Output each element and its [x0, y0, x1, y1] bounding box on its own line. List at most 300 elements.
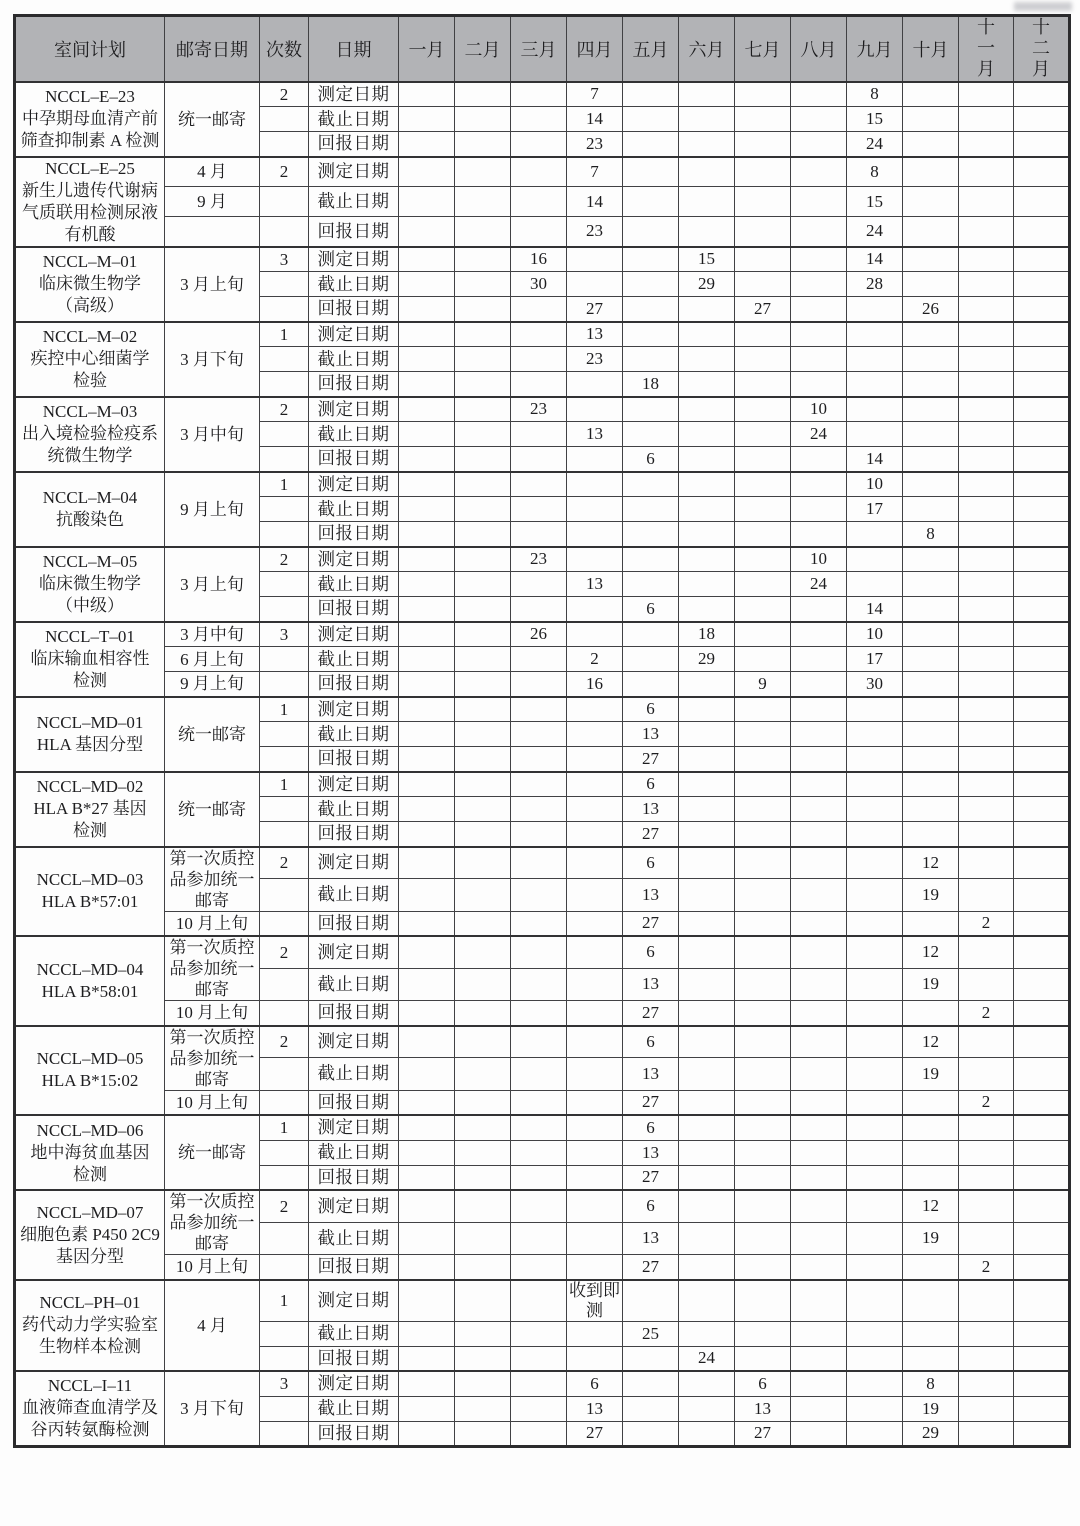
month-cell: [1014, 547, 1070, 572]
month-cell: [567, 622, 623, 647]
month-cell: [847, 1090, 903, 1115]
month-cell: 15: [847, 107, 903, 132]
month-cell: 27: [567, 1421, 623, 1446]
times-cell: [260, 1140, 309, 1165]
month-cell: 24: [791, 572, 847, 597]
month-cell: [735, 132, 791, 157]
month-cell: [567, 597, 623, 622]
month-cell: 14: [567, 107, 623, 132]
table-row: [15, 247, 1070, 272]
month-cell: [455, 1346, 511, 1371]
table-row: [15, 547, 1070, 572]
table-header: [15, 16, 1070, 82]
month-cell: [903, 217, 959, 247]
header-month-1: 一月: [399, 16, 455, 82]
table-row: [15, 1255, 1070, 1280]
month-cell: [623, 1421, 679, 1446]
month-cell: [959, 747, 1014, 772]
header-month-4: 四月: [567, 16, 623, 82]
month-cell: [455, 347, 511, 372]
month-cell: [679, 572, 735, 597]
times-cell: [260, 968, 309, 1000]
month-cell: [735, 911, 791, 936]
month-cell: 17: [847, 497, 903, 522]
month-cell: 6: [623, 697, 679, 722]
plan-cell: [15, 936, 165, 1026]
plan-code: NCCL–MD–04: [36, 959, 144, 979]
month-cell: [959, 547, 1014, 572]
month-cell: [1014, 447, 1070, 472]
month-cell: [455, 797, 511, 822]
table-row: [15, 1371, 1070, 1396]
month-cell: [959, 187, 1014, 217]
date-type-cell: 测定日期: [309, 472, 399, 497]
month-cell: [735, 1346, 791, 1371]
month-cell: [735, 572, 791, 597]
month-cell: [959, 597, 1014, 622]
plan-name-line: 出入境检验检疫系: [22, 424, 158, 443]
month-cell: 29: [679, 272, 735, 297]
month-cell: [903, 157, 959, 187]
month-cell: [1014, 347, 1070, 372]
month-cell: 8: [847, 82, 903, 107]
month-cell: [903, 132, 959, 157]
month-cell: [735, 347, 791, 372]
times-cell: [260, 879, 309, 911]
date-type-cell: 测定日期: [309, 1026, 399, 1058]
month-cell: 13: [567, 322, 623, 347]
month-cell: [959, 522, 1014, 547]
month-cell: [1014, 1222, 1070, 1254]
month-cell: [399, 82, 455, 107]
month-cell: [511, 1255, 567, 1280]
date-type-cell: 回报日期: [309, 217, 399, 247]
month-cell: [567, 911, 623, 936]
month-cell: 27: [735, 1421, 791, 1446]
month-cell: [735, 1280, 791, 1322]
plan-name-line: 检测: [73, 821, 107, 840]
month-cell: [959, 107, 1014, 132]
plan-code: NCCL–M–05: [42, 552, 138, 571]
plan-name-line: HLA B*15:02: [41, 1071, 139, 1091]
month-cell: [511, 217, 567, 247]
month-cell: 6: [623, 597, 679, 622]
month-cell: 10: [847, 472, 903, 497]
month-cell: [903, 622, 959, 647]
month-cell: [511, 82, 567, 107]
month-cell: [399, 247, 455, 272]
month-cell: 19: [903, 1396, 959, 1421]
month-cell: [455, 107, 511, 132]
month-cell: [791, 879, 847, 911]
plan-name-line: 临床输血相容性: [30, 649, 150, 668]
month-cell: [1014, 697, 1070, 722]
month-cell: [399, 1321, 455, 1346]
month-cell: [791, 247, 847, 272]
month-cell: [903, 822, 959, 847]
month-cell: [959, 297, 1014, 322]
date-type-cell: 测定日期: [309, 772, 399, 797]
month-cell: [959, 1026, 1014, 1058]
plan-name-line: 疾控中心细菌学: [30, 349, 150, 368]
month-cell: [735, 1165, 791, 1190]
month-cell: [679, 1222, 735, 1254]
mail-date-cell: 9 月: [165, 187, 260, 217]
month-cell: 13: [567, 422, 623, 447]
month-cell: [679, 1165, 735, 1190]
month-cell: 30: [511, 272, 567, 297]
date-type-cell: 回报日期: [309, 822, 399, 847]
month-cell: [847, 1165, 903, 1190]
mail-date-cell: 统一邮寄: [165, 772, 260, 847]
month-cell: [399, 1165, 455, 1190]
month-cell: [847, 347, 903, 372]
month-cell: 27: [623, 1001, 679, 1026]
month-cell: [847, 1421, 903, 1446]
month-cell: [1014, 797, 1070, 822]
month-cell: [735, 397, 791, 422]
month-cell: [399, 297, 455, 322]
month-cell: [1014, 1190, 1070, 1222]
month-cell: [847, 847, 903, 879]
month-cell: [399, 1001, 455, 1026]
month-cell: [903, 1255, 959, 1280]
times-cell: [260, 797, 309, 822]
date-type-cell: 回报日期: [309, 297, 399, 322]
table-row: [15, 936, 1070, 968]
date-type-cell: 截止日期: [309, 968, 399, 1000]
month-cell: [791, 187, 847, 217]
month-cell: [623, 107, 679, 132]
month-cell: [903, 547, 959, 572]
month-cell: [959, 472, 1014, 497]
month-cell: [455, 372, 511, 397]
month-cell: [567, 797, 623, 822]
month-cell: [735, 597, 791, 622]
times-cell: [260, 822, 309, 847]
month-cell: [679, 132, 735, 157]
month-cell: 13: [623, 1222, 679, 1254]
date-type-cell: 回报日期: [309, 1090, 399, 1115]
table-row: [15, 1001, 1070, 1026]
month-cell: [903, 397, 959, 422]
month-cell: 10: [791, 397, 847, 422]
month-cell: 2: [959, 1090, 1014, 1115]
month-cell: [791, 622, 847, 647]
month-cell: 14: [847, 597, 903, 622]
month-cell: [903, 1001, 959, 1026]
proficiency-schedule-table: [13, 14, 1071, 1448]
table-row: [15, 472, 1070, 497]
month-cell: 6: [623, 1115, 679, 1140]
times-cell: [260, 107, 309, 132]
month-cell: 16: [567, 672, 623, 697]
month-cell: [959, 572, 1014, 597]
month-cell: [623, 217, 679, 247]
month-cell: [511, 1190, 567, 1222]
month-cell: [735, 797, 791, 822]
mail-date-cell: 3 月中旬: [165, 622, 260, 647]
mail-date-cell: 10 月上旬: [165, 1255, 260, 1280]
month-cell: [623, 272, 679, 297]
month-cell: [847, 397, 903, 422]
month-cell: [847, 1140, 903, 1165]
month-cell: [903, 572, 959, 597]
month-cell: [735, 1321, 791, 1346]
times-cell: [260, 1001, 309, 1026]
month-cell: [399, 347, 455, 372]
month-cell: [455, 247, 511, 272]
month-cell: [735, 747, 791, 772]
times-cell: 3: [260, 1371, 309, 1396]
month-cell: [959, 272, 1014, 297]
month-cell: [1014, 879, 1070, 911]
month-cell: 27: [623, 822, 679, 847]
month-cell: [399, 1280, 455, 1322]
month-cell: 10: [847, 622, 903, 647]
month-cell: [399, 1255, 455, 1280]
times-cell: [260, 1346, 309, 1371]
month-cell: 9: [735, 672, 791, 697]
month-cell: [1014, 1321, 1070, 1346]
times-cell: 2: [260, 82, 309, 107]
month-cell: [959, 968, 1014, 1000]
month-cell: [511, 1371, 567, 1396]
month-cell: [679, 1321, 735, 1346]
month-cell: 6: [623, 447, 679, 472]
mail-date-cell: 10 月上旬: [165, 911, 260, 936]
month-cell: [511, 1165, 567, 1190]
month-cell: [399, 1115, 455, 1140]
month-cell: [959, 82, 1014, 107]
plan-code: NCCL–T–01: [45, 627, 135, 646]
month-cell: [399, 672, 455, 697]
times-cell: [260, 1421, 309, 1446]
month-cell: 12: [903, 936, 959, 968]
month-cell: [455, 936, 511, 968]
month-cell: [1014, 968, 1070, 1000]
times-cell: [260, 347, 309, 372]
month-cell: 24: [847, 132, 903, 157]
month-cell: 2: [959, 1255, 1014, 1280]
month-cell: [567, 1346, 623, 1371]
month-cell: [959, 772, 1014, 797]
plan-name-line: 检测: [73, 671, 107, 690]
month-cell: [847, 697, 903, 722]
month-cell: [623, 322, 679, 347]
month-cell: [399, 157, 455, 187]
month-cell: [399, 1140, 455, 1165]
month-cell: [1014, 722, 1070, 747]
month-cell: [679, 1001, 735, 1026]
month-cell: [959, 1321, 1014, 1346]
month-cell: [399, 522, 455, 547]
plan-code: NCCL–E–25: [45, 158, 135, 178]
month-cell: [567, 1190, 623, 1222]
month-cell: 12: [903, 1026, 959, 1058]
month-cell: [1014, 297, 1070, 322]
month-cell: [679, 1115, 735, 1140]
times-cell: [260, 372, 309, 397]
month-cell: [567, 722, 623, 747]
month-cell: [791, 157, 847, 187]
mail-date-cell: 3 月下旬: [165, 322, 260, 397]
month-cell: [399, 107, 455, 132]
date-type-cell: 测定日期: [309, 936, 399, 968]
month-cell: [679, 547, 735, 572]
month-cell: 27: [623, 1255, 679, 1280]
month-cell: [959, 1396, 1014, 1421]
month-cell: [567, 1222, 623, 1254]
mail-date-cell: 10 月上旬: [165, 1090, 260, 1115]
month-cell: [791, 697, 847, 722]
month-cell: 27: [623, 1165, 679, 1190]
month-cell: [959, 1222, 1014, 1254]
month-cell: [511, 672, 567, 697]
month-cell: [567, 472, 623, 497]
mail-date-cell: 9 月上旬: [165, 672, 260, 697]
month-cell: [847, 1001, 903, 1026]
month-cell: [567, 247, 623, 272]
month-cell: [511, 847, 567, 879]
month-cell: [1014, 107, 1070, 132]
header-month-3: 三月: [511, 16, 567, 82]
month-cell: [735, 322, 791, 347]
month-cell: [903, 647, 959, 672]
month-cell: [679, 472, 735, 497]
plan-code: NCCL–MD–05: [36, 1049, 144, 1069]
date-type-cell: 截止日期: [309, 1321, 399, 1346]
month-cell: [847, 1371, 903, 1396]
month-cell: [735, 187, 791, 217]
month-cell: 19: [903, 968, 959, 1000]
plan-name-line: 血液筛查血清学及: [22, 1398, 158, 1418]
month-cell: [735, 422, 791, 447]
month-cell: [679, 107, 735, 132]
month-cell: [567, 1001, 623, 1026]
month-cell: [511, 1115, 567, 1140]
table-row: [15, 1090, 1070, 1115]
month-cell: [679, 1396, 735, 1421]
month-cell: [847, 1396, 903, 1421]
month-cell: [791, 1140, 847, 1165]
month-cell: [679, 847, 735, 879]
month-cell: [455, 1058, 511, 1090]
month-cell: [679, 772, 735, 797]
month-cell: [623, 672, 679, 697]
month-cell: [679, 157, 735, 187]
month-cell: [735, 1140, 791, 1165]
month-cell: [1014, 82, 1070, 107]
month-cell: [399, 217, 455, 247]
times-cell: 3: [260, 247, 309, 272]
month-cell: [623, 247, 679, 272]
month-cell: [511, 879, 567, 911]
plan-cell: [15, 1026, 165, 1116]
month-cell: [679, 1140, 735, 1165]
header-month-6: 六月: [679, 16, 735, 82]
month-cell: [455, 622, 511, 647]
plan-name-line: HLA B*57:01: [41, 892, 139, 912]
month-cell: [1014, 1371, 1070, 1396]
month-cell: 27: [567, 297, 623, 322]
month-cell: [679, 217, 735, 247]
month-cell: [959, 322, 1014, 347]
month-cell: [511, 968, 567, 1000]
month-cell: [735, 1255, 791, 1280]
table-row: [15, 672, 1070, 697]
month-cell: [511, 822, 567, 847]
month-cell: [679, 1058, 735, 1090]
month-cell: [735, 772, 791, 797]
month-cell: [679, 1255, 735, 1280]
month-cell: [847, 1321, 903, 1346]
month-cell: [1014, 1001, 1070, 1026]
month-cell: [567, 447, 623, 472]
month-cell: [959, 647, 1014, 672]
month-cell: [735, 272, 791, 297]
month-cell: [455, 847, 511, 879]
month-cell: [903, 772, 959, 797]
month-cell: [679, 722, 735, 747]
header-month-10: 十月: [903, 16, 959, 82]
month-cell: [623, 187, 679, 217]
month-cell: 6: [623, 936, 679, 968]
month-cell: [735, 247, 791, 272]
month-cell: [567, 522, 623, 547]
month-cell: [959, 797, 1014, 822]
month-cell: [399, 697, 455, 722]
month-cell: [959, 247, 1014, 272]
month-cell: [735, 82, 791, 107]
times-cell: [260, 572, 309, 597]
date-type-cell: 测定日期: [309, 1280, 399, 1322]
month-cell: [455, 722, 511, 747]
month-cell: [455, 522, 511, 547]
plan-code: NCCL–MD–07: [36, 1202, 144, 1222]
plan-code: NCCL–MD–03: [36, 870, 144, 890]
month-cell: [679, 968, 735, 1000]
month-cell: [623, 82, 679, 107]
month-cell: [399, 132, 455, 157]
month-cell: [623, 132, 679, 157]
month-cell: [399, 772, 455, 797]
month-cell: [511, 597, 567, 622]
plan-cell: [15, 1190, 165, 1280]
month-cell: [679, 297, 735, 322]
month-cell: [959, 1371, 1014, 1396]
table-row: [15, 772, 1070, 797]
month-cell: [455, 497, 511, 522]
times-cell: [260, 1090, 309, 1115]
month-cell: [847, 297, 903, 322]
month-cell: [1014, 522, 1070, 547]
month-cell: [455, 397, 511, 422]
month-cell: [735, 1001, 791, 1026]
date-type-cell: 回报日期: [309, 747, 399, 772]
mail-date-cell: 3 月上旬: [165, 247, 260, 322]
times-cell: 2: [260, 397, 309, 422]
month-cell: [567, 1165, 623, 1190]
month-cell: [791, 1280, 847, 1322]
plan-cell: [15, 472, 165, 547]
month-cell: [679, 372, 735, 397]
date-type-cell: 回报日期: [309, 911, 399, 936]
month-cell: [511, 497, 567, 522]
header-month-8: 八月: [791, 16, 847, 82]
plan-name-line: HLA B*58:01: [41, 981, 139, 1001]
month-cell: [847, 968, 903, 1000]
